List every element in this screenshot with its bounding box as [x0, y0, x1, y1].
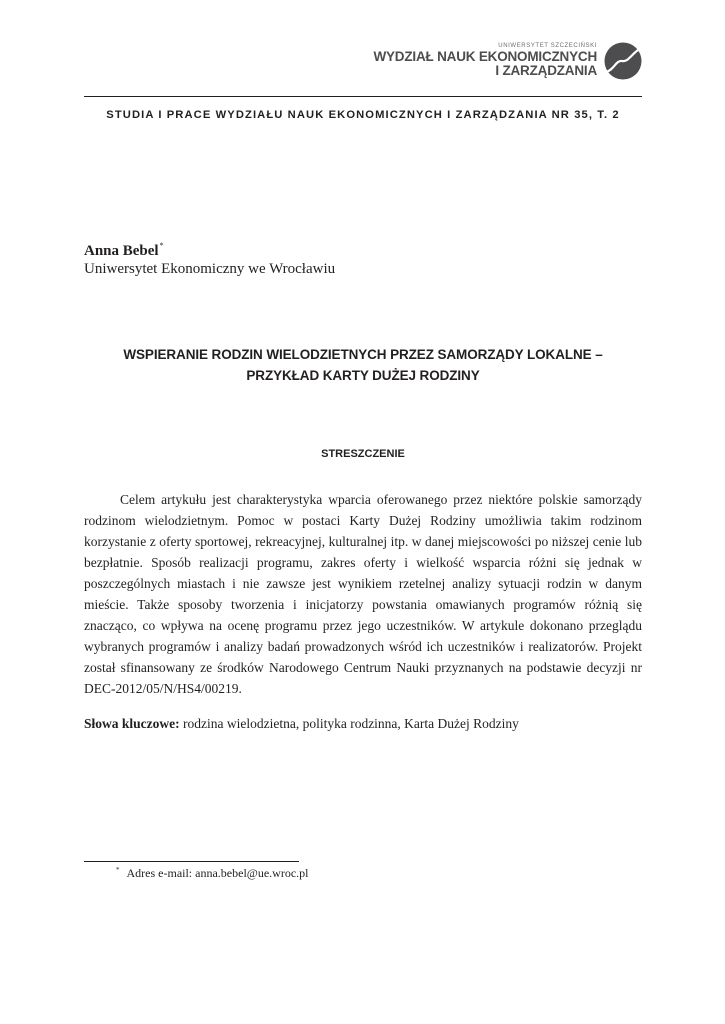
- header-rule: [84, 96, 642, 97]
- keywords: [84, 713, 642, 734]
- author-name-text: Anna Bebel: [84, 243, 159, 259]
- abstract: [84, 489, 642, 699]
- abstract-text: Celem artykułu jest charakterystyka wparcia oferowanego przez niektóre polskie samorządy rodzinom wielodzietnym. Pomoc w postaci Karty Dużej Rodziny umożliwia takim rodzinom korzystanie z oferty sportowej, rekreacyjnej, kulturalnej itp. w danej miejscowości po niższej cenie lub bezpłatnie. Sposób realizacji programu, zakres oferty i wielkość wsparcia różni się jednak w poszczególnych miastach i nie zawsze jest wynikiem rzetelnej analizy sytuacji rodzin w danym mieście. Także sposoby tworzenia i inicjatorzy powstania omawianych programów różnią się znacząco, co wpływa na ocenę programu przez jego uczestników. W artykule dokonano przeglądu wybranych programów i analizy badań prowadzonych wśród ich uczestników i realizatorów. Projekt został sfinansowany ze środków Narodowego Centrum Nauki przyznanych na podstawie decyzji nr DEC-2012/05/N/HS4/00219.: [84, 492, 642, 696]
- footnote-rule: [84, 861, 299, 862]
- footnote-text: Adres e-mail: anna.bebel@ue.wroc.pl: [126, 866, 309, 880]
- faculty-logo-text: [373, 42, 597, 78]
- keywords-text: rodzina wielodzietna, polityka rodzinna, Karta Dużej Rodziny: [179, 716, 519, 731]
- abstract-heading: STRESZCZENIE: [321, 448, 405, 460]
- journal-series: STUDIA I PRACE WYDZIAŁU NAUK EKONOMICZNYCH I ZARZĄDZANIA NR 35, T. 2: [106, 109, 620, 121]
- author-footnote-marker: *: [159, 241, 164, 250]
- footnote: [116, 866, 308, 881]
- keywords-label: Słowa kluczowe:: [84, 716, 180, 731]
- article-title-line1: WSPIERANIE RODZIN WIELODZIETNYCH PRZEZ SAMORZĄDY LOKALNE –: [123, 347, 603, 362]
- rising-line-circle-icon: [604, 42, 642, 80]
- article-title-line2: PRZYKŁAD KARTY DUŻEJ RODZINY: [246, 368, 480, 383]
- article-title: [84, 344, 642, 386]
- faculty-name-line2: I ZARZĄDZANIA: [495, 63, 597, 78]
- footnote-marker: *: [116, 866, 120, 874]
- university-name: UNIWERSYTET SZCZECIŃSKI: [498, 43, 597, 49]
- faculty-name-line1: WYDZIAŁ NAUK EKONOMICZNYCH: [373, 49, 597, 64]
- author-affiliation: Uniwersytet Ekonomiczny we Wrocławiu: [84, 261, 336, 277]
- author-name: [84, 241, 164, 260]
